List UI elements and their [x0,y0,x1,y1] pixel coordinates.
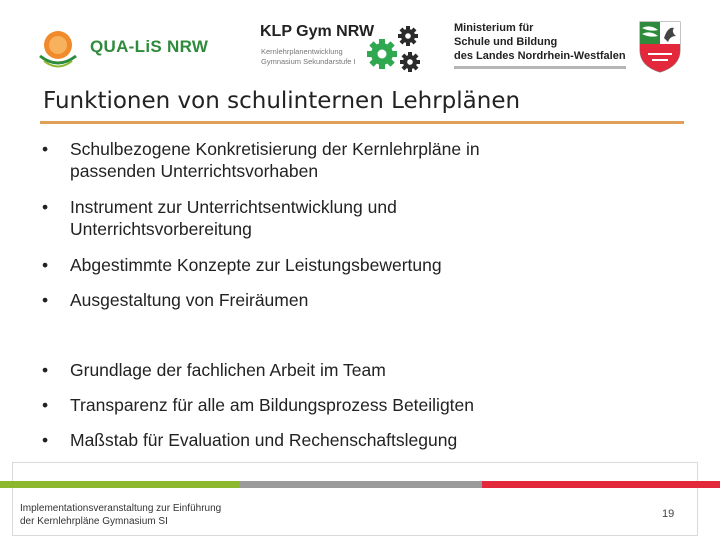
footer-caption [20,502,221,528]
list-item-text: Unterrichtsvorbereitung [70,219,252,239]
list-item-text: Grundlage der fachlichen Arbeit im Team [70,360,386,380]
ministry-logo-line: Ministerium für [454,22,534,34]
bullet-marker: • [42,197,49,217]
list-item-text: Instrument zur Unterrichtsentwicklung und [70,197,397,217]
bullet-marker: • [42,290,49,310]
list-item-text: Transparenz für alle am Bildungsprozess Beteiligten [70,395,475,415]
bullet-marker: • [42,139,49,159]
bullet-marker: • [42,395,49,415]
list-item-text: Schulbezogene Konkretisierung der Kernlehrpläne in [70,139,480,159]
list-item-text: Ausgestaltung von Freiräumen [70,290,309,310]
slide-title: Funktionen von schulinternen Lehrplänen [43,88,521,114]
list-item-text: Maßstab für Evaluation und Rechenschaftslegung [70,430,458,450]
bullet-marker: • [42,255,49,275]
bullet-marker: • [42,430,49,450]
footer-stripe-green [0,481,240,488]
list-item-text: Abgestimmte Konzepte zur Leistungsbewertung [70,255,442,275]
footer-stripe-gray [240,481,482,488]
klp-logo-subtitle-line: Kernlehrplanentwicklung [261,47,343,56]
qualis-logo-text: QUA-LiS NRW [90,37,209,56]
footer-caption-line: Implementationsveranstaltung zur Einführung [20,503,222,514]
footer-caption-line: der Kernlehrpläne Gymnasium SI [20,516,168,527]
ministry-logo-line: des Landes Nordrhein-Westfalen [454,50,626,62]
list-item-text: passenden Unterrichtsvorhaben [70,161,319,181]
ministry-logo-line: Schule und Bildung [454,36,558,48]
bullet-marker: • [42,360,49,380]
klp-logo-title: KLP Gym NRW [260,23,375,40]
klp-logo-subtitle-line: Gymnasium Sekundarstufe I [261,57,356,66]
page-number: 19 [662,508,675,520]
footer-stripe-red [482,481,720,488]
